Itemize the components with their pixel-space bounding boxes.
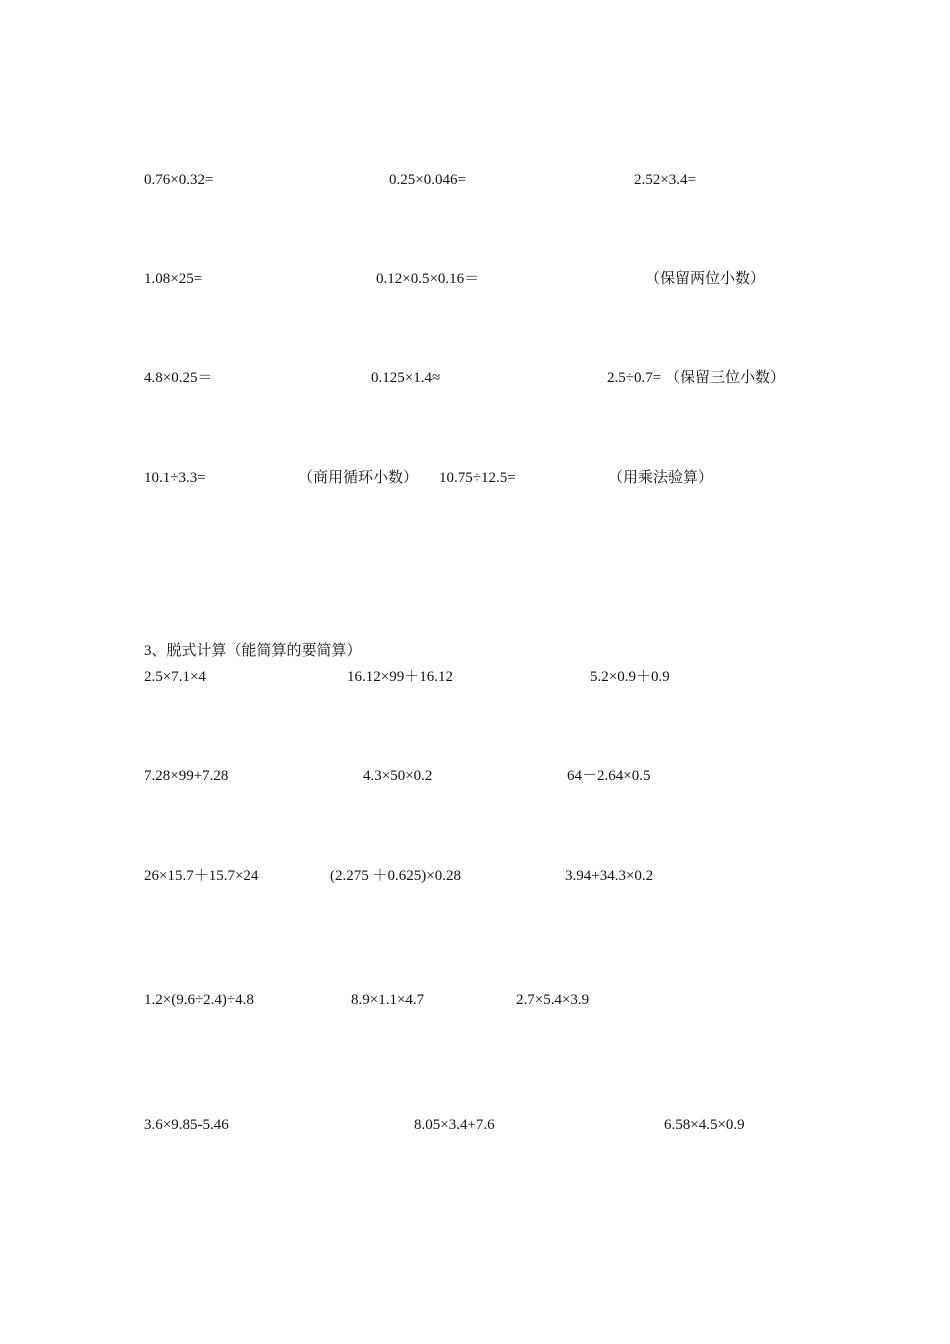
problem-8.05x3.4plus7.6: 8.05×3.4+7.6 [414, 1117, 495, 1133]
problem-5.2x0.9plus0.9: 5.2×0.9＋0.9 [590, 669, 670, 685]
problem-1.08x25: 1.08×25= [144, 271, 203, 287]
problem-4.3x50x0.2: 4.3×50×0.2 [363, 768, 433, 784]
problem-2.52x3.4: 2.52×3.4= [634, 172, 696, 188]
problem-10.1div3.3: 10.1÷3.3= [144, 470, 206, 486]
problem-1.2x9.6div2.4div4.8: 1.2×(9.6÷2.4)÷4.8 [144, 992, 254, 1008]
problem-0.125x1.4: 0.125×1.4≈ [371, 370, 441, 386]
problem-7.28x99plus7.28: 7.28×99+7.28 [144, 768, 229, 784]
problem-64minus2.64x0.5: 64－2.64×0.5 [567, 768, 651, 784]
section-heading: 3、脱式计算（能简算的要简算） [144, 643, 362, 659]
note-repeating-decimal: （商用循环小数） [298, 470, 419, 486]
problem-8.9x1.1x4.7: 8.9×1.1×4.7 [351, 992, 425, 1008]
problem-6.58x4.5x0.9: 6.58×4.5×0.9 [664, 1117, 745, 1133]
problem-16.12x99plus16.12: 16.12×99＋16.12 [347, 669, 453, 685]
problem-2.7x5.4x3.9: 2.7×5.4×3.9 [516, 992, 590, 1008]
problem-3.94plus34.3x0.2: 3.94+34.3×0.2 [565, 868, 654, 884]
problem-2.275plus0.625x0.28: (2.275 ＋0.625)×0.28 [330, 868, 461, 884]
problem-3.6x9.85minus5.46: 3.6×9.85-5.46 [144, 1117, 229, 1133]
note-two-decimal-places: （保留两位小数） [645, 271, 766, 287]
problem-10.75div12.5: 10.75÷12.5= [439, 470, 516, 486]
problem-4.8x0.25: 4.8×0.25＝ [144, 370, 213, 386]
problem-2.5div0.7: 2.5÷0.7= （保留三位小数） [607, 370, 785, 386]
problem-0.76x0.32: 0.76×0.32= [144, 172, 214, 188]
note-check-by-multiplication: （用乘法验算） [608, 470, 714, 486]
problem-0.12x0.5x0.16: 0.12×0.5×0.16＝ [376, 271, 480, 287]
problem-0.25x0.046: 0.25×0.046= [389, 172, 466, 188]
problem-2.5x7.1x4: 2.5×7.1×4 [144, 669, 206, 685]
problem-26x15.7plus15.7x24: 26×15.7＋15.7×24 [144, 868, 259, 884]
